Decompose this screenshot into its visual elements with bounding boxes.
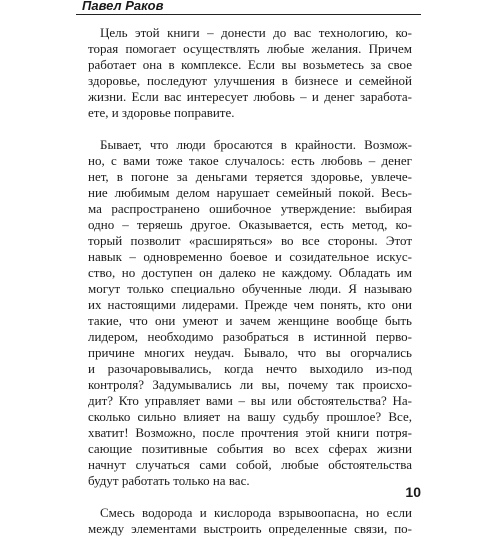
text-line: Цель этой книги – донести до вас технологию, ко- bbox=[100, 25, 412, 40]
text-line: ете, и здоровье поправите. bbox=[88, 105, 235, 120]
text-line: работает она в комплексе. Если вы возьметесь за свое bbox=[88, 57, 412, 72]
text-line: навык – одновременно боевое и созидательное искус- bbox=[88, 249, 412, 264]
text-line: сающие позитивные события во всех сферах жизни bbox=[88, 441, 412, 456]
paragraph-2 bbox=[88, 137, 412, 489]
text-line: и разочаровывались, когда нечто выходило из-под bbox=[88, 361, 412, 376]
text-line: торая помогает осуществлять любые желания. Причем bbox=[88, 41, 412, 56]
paragraph-1 bbox=[88, 25, 412, 121]
text-line: хватит! Возможно, после прочтения этой книги потря- bbox=[88, 425, 412, 440]
text-line: Бывает, что люди бросаются в крайности. Возмож- bbox=[100, 137, 412, 152]
text-line: будут работать только на вас. bbox=[88, 473, 250, 488]
text-line: Смесь водорода и кислорода взрывоопасна, но если bbox=[100, 505, 412, 520]
text-line: контроля? Задумывались ли вы, почему так происхо- bbox=[88, 377, 412, 392]
text-line: ние любимым делом нарушает семейный покой. Весь- bbox=[88, 185, 412, 200]
body-text bbox=[88, 25, 412, 537]
text-line: дит? Кто управляет вами – вы или обстоятельства? На- bbox=[88, 393, 412, 408]
text-line: жизни. Если вас интересует любовь – и денег заработа- bbox=[88, 89, 412, 104]
text-line: могут только специально обученные люди. Я называю bbox=[88, 281, 412, 296]
running-head: Павел Раков bbox=[82, 0, 169, 14]
text-line: их настоящими лидерами. Прежде чем понять, кто они bbox=[88, 297, 412, 312]
page-number: 10 bbox=[405, 484, 421, 500]
paragraph-gap bbox=[88, 121, 412, 137]
text-line: здоровье, последуют улучшения в бизнесе и семейной bbox=[88, 73, 412, 88]
text-line: ство, но доступен он далеко не каждому. Обладать им bbox=[88, 265, 412, 280]
header-rule bbox=[76, 14, 421, 15]
text-line: лидером, необходимо разобраться в истинной перво- bbox=[88, 329, 412, 344]
paragraph-3 bbox=[88, 505, 412, 537]
text-line: сколько сильно влияет на вашу судьбу прошлое? Все, bbox=[88, 409, 412, 424]
paragraph-gap bbox=[88, 489, 412, 505]
text-line: ма распространено ошибочное утверждение: выбирая bbox=[88, 201, 412, 216]
text-line: такие, что они умеют и зачем женщине вообще быть bbox=[88, 313, 412, 328]
text-line: торый позволит «расширяться» во все стороны. Этот bbox=[88, 233, 412, 248]
text-line: между элементами выстроить определенные связи, по- bbox=[88, 521, 412, 536]
text-line: одно – теряешь другое. Оказывается, есть метод, ко- bbox=[88, 217, 412, 232]
text-line: причине многих неудач. Бывало, что вы огорчались bbox=[88, 345, 412, 360]
text-line: но, с вами тоже такое случалось: есть любовь – денег bbox=[88, 153, 412, 168]
text-line: нет, в погоне за деньгами теряется здоровье, увлече- bbox=[88, 169, 412, 184]
text-line: начнут случаться сами собой, любые обстоятельства bbox=[88, 457, 412, 472]
